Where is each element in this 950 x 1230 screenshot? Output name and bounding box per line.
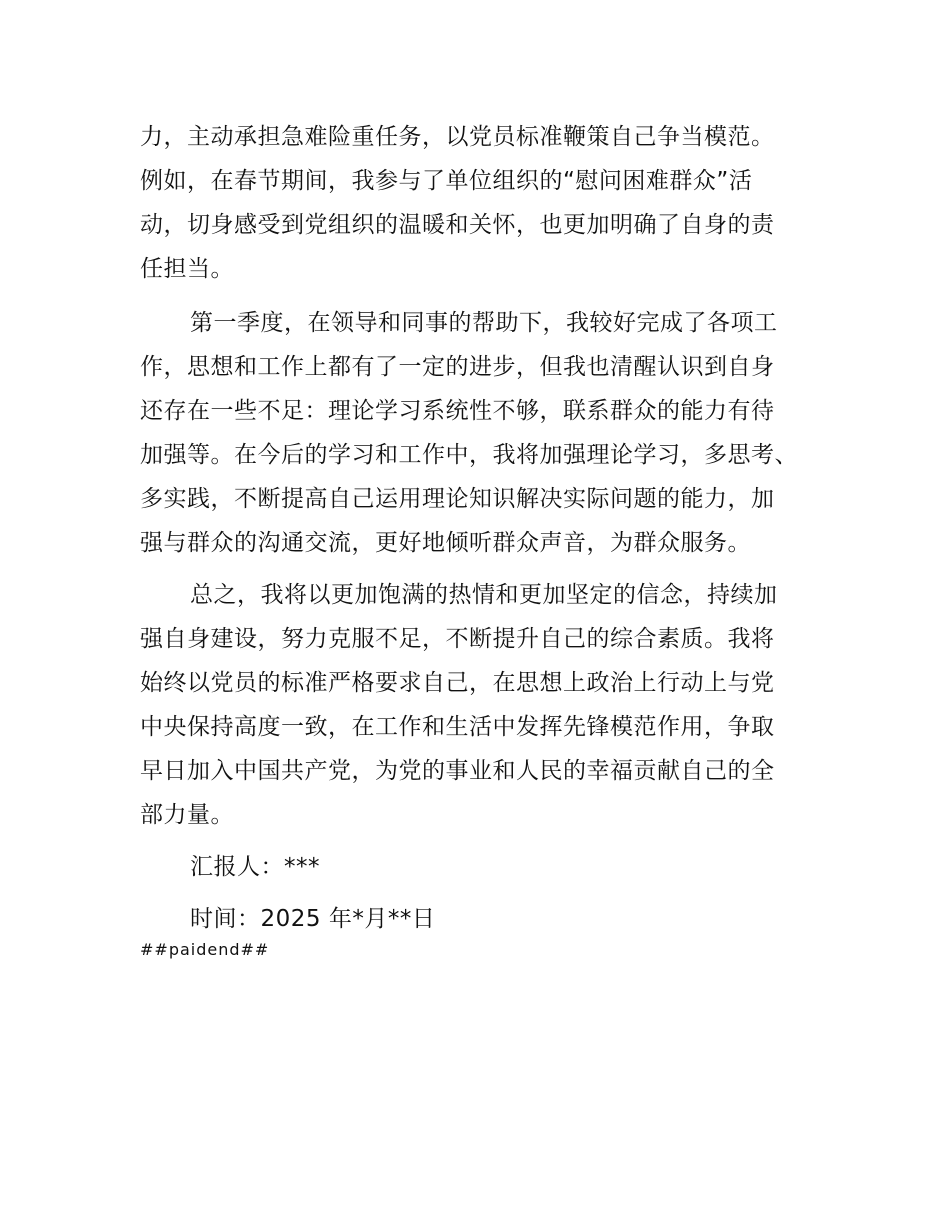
paragraph-1-line-1: 力，主动承担急难险重任务，以党员标准鞭策自己争当模范。 (140, 124, 775, 150)
paragraph-3-line-6: 部力量。 (140, 802, 234, 828)
paragraph-2-line-3: 还存在一些不足：理论学习系统性不够，联系群众的能力有待 (140, 398, 775, 424)
paragraph-2-line-1: 第一季度，在领导和同事的帮助下，我较好完成了各项工 (190, 310, 778, 336)
paragraph-3-line-1: 总之，我将以更加饱满的热情和更加坚定的信念，持续加 (190, 582, 778, 608)
paragraph-3-line-5: 早日加入中国共产党，为党的事业和人民的幸福贡献自己的全 (140, 758, 775, 784)
paragraph-1-line-2: 例如，在春节期间，我参与了单位组织的“慰问困难群众”活 (140, 168, 753, 194)
paragraph-1-line-4: 任担当。 (140, 256, 234, 282)
paragraph-1-line-3: 动，切身感受到党组织的温暖和关怀，也更加明确了自身的责 (140, 212, 775, 238)
reporter-signature: 汇报人：*** (190, 854, 320, 880)
paragraph-3-line-3: 始终以党员的标准严格要求自己，在思想上政治上行动上与党 (140, 670, 775, 696)
paragraph-2-line-6: 强与群众的沟通交流，更好地倾听群众声音，为群众服务。 (140, 530, 751, 556)
end-marker: ##paidend## (140, 940, 270, 959)
paragraph-3-line-2: 强自身建设，努力克服不足，不断提升自己的综合素质。我将 (140, 626, 775, 652)
paragraph-2-line-2: 作，思想和工作上都有了一定的进步，但我也清醒认识到自身 (140, 354, 775, 380)
paragraph-3-line-4: 中央保持高度一致，在工作和生活中发挥先锋模范作用，争取 (140, 714, 775, 740)
paragraph-2-line-5: 多实践，不断提高自己运用理论知识解决实际问题的能力，加 (140, 486, 775, 512)
report-date: 时间：2025 年*月**日 (190, 906, 436, 932)
paragraph-2-line-4: 加强等。在今后的学习和工作中，我将加强理论学习，多思考、 (140, 442, 798, 468)
